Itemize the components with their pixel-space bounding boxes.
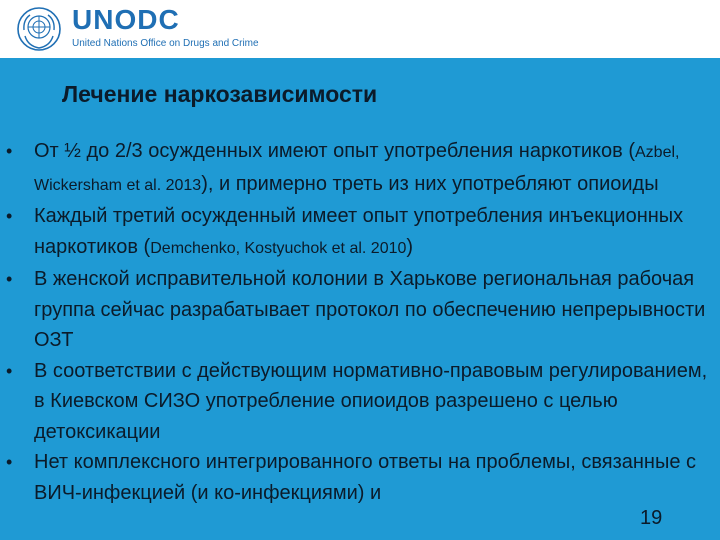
un-emblem-icon — [16, 6, 62, 52]
bullet-item — [0, 201, 720, 264]
bullet-marker: • — [6, 452, 13, 472]
bullet-text: ), и примерно треть из них употребляют опиоиды — [201, 172, 659, 195]
header-bar — [0, 0, 720, 58]
bullet-text: В женской исправительной колонии в Харькове региональная рабочая группа сейчас разрабатывает протокол по обеспечению непрерывности ОЗТ — [34, 268, 706, 351]
bullet-marker: • — [6, 360, 13, 381]
bullet-item — [0, 356, 720, 448]
slide-title: Лечение наркозависимости — [62, 81, 378, 107]
bullet-list — [0, 136, 720, 508]
bullet-text: От ½ до 2/3 осужденных имеют опыт употребления наркотиков ( — [34, 140, 635, 162]
bullet-marker: • — [6, 141, 13, 161]
bullet-marker: • — [6, 206, 13, 226]
page-number: 19 — [640, 507, 663, 529]
org-name: UNODC — [72, 4, 180, 35]
bullet-item — [0, 136, 720, 201]
org-full-name: United Nations Office on Drugs and Crime — [72, 38, 259, 49]
brand-block — [72, 5, 259, 50]
bullet-text: Каждый третий осужденный имеет опыт употребления инъекционных наркотиков ( — [34, 205, 684, 258]
citation: Azbel, Wickersham et al. 2013 — [34, 144, 680, 194]
bullet-item — [0, 264, 720, 356]
bullet-text: Нет комплексного интегрированного ответы на проблемы, связанные с ВИЧ-инфекцией (и ко-инфекциями) и — [34, 451, 697, 504]
bullet-item — [0, 447, 720, 508]
bullet-marker: • — [6, 269, 13, 289]
bullet-text: ) — [406, 235, 414, 258]
bullet-text: В соответствии с действующим нормативно-правовым регулированием, в Киевском СИЗО употребление опиоидов разрешено с целью детоксикации — [34, 359, 708, 443]
citation: Demchenko, Kostyuchok et al. 2010 — [150, 239, 407, 257]
